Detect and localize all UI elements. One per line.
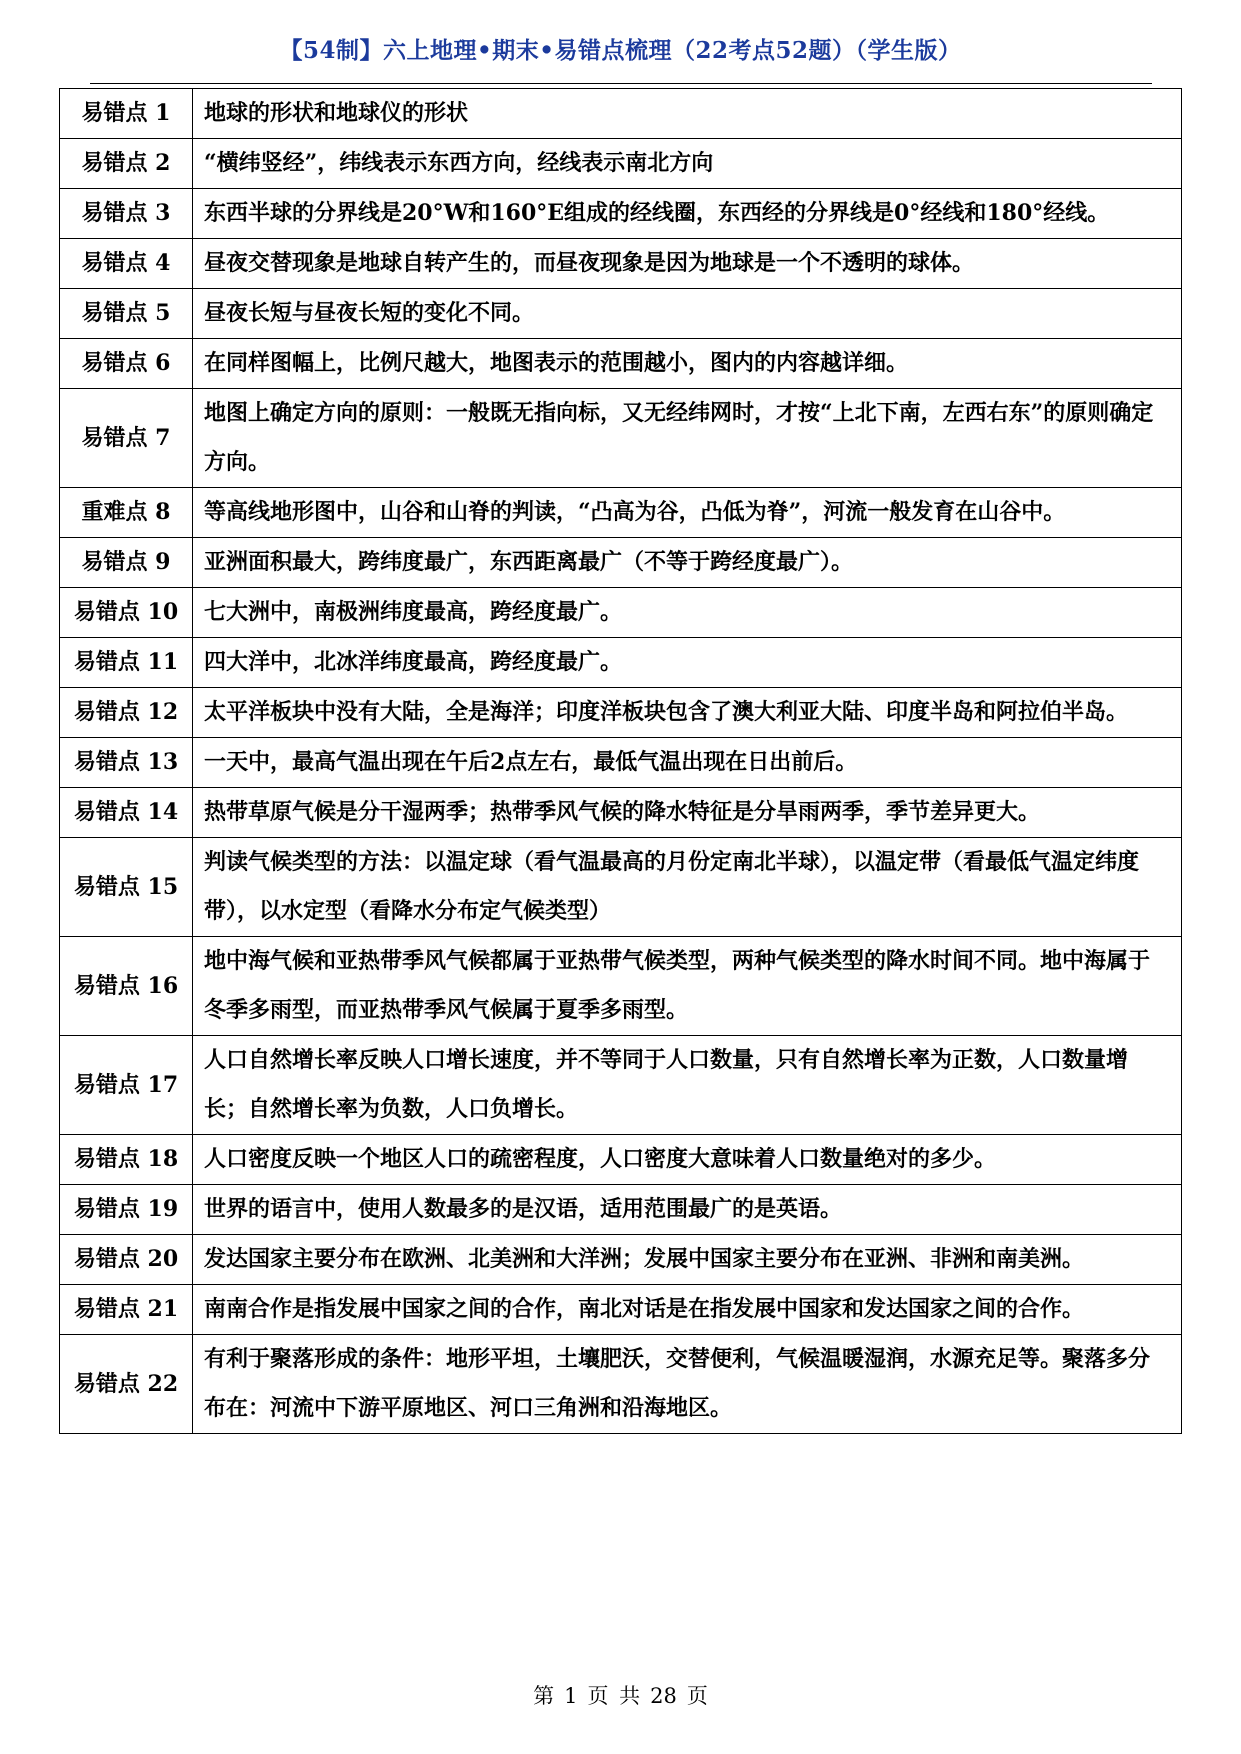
- table-row: [60, 239, 1182, 289]
- footer-prefix: 第: [533, 1684, 555, 1708]
- point-content: 昼夜交替现象是地球自转产生的，而昼夜现象是因为地球是一个不透明的球体。: [193, 239, 1182, 289]
- error-points-table: [59, 88, 1182, 1434]
- point-content: 人口自然增长率反映人口增长速度，并不等同于人口数量，只有自然增长率为正数，人口数量增长；自然增长率为负数，人口负增长。: [193, 1036, 1182, 1135]
- point-content: 等高线地形图中，山谷和山脊的判读，“凸高为谷，凸低为脊”，河流一般发育在山谷中。: [193, 488, 1182, 538]
- point-label: 易错点 16: [60, 937, 193, 1036]
- point-label: 易错点 11: [60, 638, 193, 688]
- table-row: [60, 488, 1182, 538]
- table-row: [60, 189, 1182, 239]
- point-label: 易错点 10: [60, 588, 193, 638]
- header-divider: [90, 83, 1152, 84]
- table-row: [60, 788, 1182, 838]
- point-content: 东西半球的分界线是20°W和160°E组成的经线圈，东西经的分界线是0°经线和180°经线。: [193, 189, 1182, 239]
- table-row: [60, 1235, 1182, 1285]
- point-label: 易错点 13: [60, 738, 193, 788]
- point-content: 地中海气候和亚热带季风气候都属于亚热带气候类型，两种气候类型的降水时间不同。地中海属于冬季多雨型，而亚热带季风气候属于夏季多雨型。: [193, 937, 1182, 1036]
- table-row: [60, 538, 1182, 588]
- point-content: 地球的形状和地球仪的形状: [193, 89, 1182, 139]
- table-row: [60, 1335, 1182, 1434]
- table-row: [60, 738, 1182, 788]
- point-label: 易错点 1: [60, 89, 193, 139]
- point-label: 易错点 21: [60, 1285, 193, 1335]
- point-label: 易错点 20: [60, 1235, 193, 1285]
- point-content: 在同样图幅上，比例尺越大，地图表示的范围越小，图内的内容越详细。: [193, 339, 1182, 389]
- point-content: 有利于聚落形成的条件：地形平坦，土壤肥沃，交替便利，气候温暖湿润，水源充足等。聚落多分布在：河流中下游平原地区、河口三角洲和沿海地区。: [193, 1335, 1182, 1434]
- point-content: 人口密度反映一个地区人口的疏密程度，人口密度大意味着人口数量绝对的多少。: [193, 1135, 1182, 1185]
- table-row: [60, 638, 1182, 688]
- point-content: 一天中，最高气温出现在午后2点左右，最低气温出现在日出前后。: [193, 738, 1182, 788]
- point-label: 易错点 6: [60, 339, 193, 389]
- table-row: [60, 1185, 1182, 1235]
- point-label: 易错点 5: [60, 289, 193, 339]
- point-content: 世界的语言中，使用人数最多的是汉语，适用范围最广的是英语。: [193, 1185, 1182, 1235]
- point-label: 易错点 22: [60, 1335, 193, 1434]
- point-content: 亚洲面积最大，跨纬度最广，东西距离最广（不等于跨经度最广）。: [193, 538, 1182, 588]
- table-row: [60, 1285, 1182, 1335]
- footer-total-pages: 28: [650, 1684, 677, 1708]
- point-label: 易错点 2: [60, 139, 193, 189]
- page-header-title: 【54制】六上地理•期末•易错点梳理（22考点52题）（学生版）: [279, 37, 962, 64]
- table-body: [60, 89, 1182, 1434]
- point-label: 易错点 19: [60, 1185, 193, 1235]
- table-row: [60, 588, 1182, 638]
- footer-page-number: 1: [564, 1684, 578, 1708]
- point-label: 重难点 8: [60, 488, 193, 538]
- point-content: 判读气候类型的方法：以温定球（看气温最高的月份定南北半球），以温定带（看最低气温定纬度带），以水定型（看降水分布定气候类型）: [193, 838, 1182, 937]
- table-row: [60, 339, 1182, 389]
- point-content: 七大洲中，南极洲纬度最高，跨经度最广。: [193, 588, 1182, 638]
- footer-suffix: 页: [686, 1684, 708, 1708]
- point-label: 易错点 15: [60, 838, 193, 937]
- table-row: [60, 1036, 1182, 1135]
- point-label: 易错点 9: [60, 538, 193, 588]
- point-content: 南南合作是指发展中国家之间的合作，南北对话是在指发展中国家和发达国家之间的合作。: [193, 1285, 1182, 1335]
- point-label: 易错点 12: [60, 688, 193, 738]
- point-content: 地图上确定方向的原则：一般既无指向标，又无经纬网时，才按“上北下南，左西右东”的原则确定方向。: [193, 389, 1182, 488]
- point-label: 易错点 18: [60, 1135, 193, 1185]
- point-label: 易错点 3: [60, 189, 193, 239]
- point-content: “横纬竖经”，纬线表示东西方向，经线表示南北方向: [193, 139, 1182, 189]
- point-content: 发达国家主要分布在欧洲、北美洲和大洋洲；发展中国家主要分布在亚洲、非洲和南美洲。: [193, 1235, 1182, 1285]
- table-row: [60, 1135, 1182, 1185]
- table-row: [60, 688, 1182, 738]
- table-row: [60, 89, 1182, 139]
- table-row: [60, 389, 1182, 488]
- point-content: 热带草原气候是分干湿两季；热带季风气候的降水特征是分旱雨两季，季节差异更大。: [193, 788, 1182, 838]
- footer-mid: 页 共: [587, 1684, 641, 1708]
- point-label: 易错点 14: [60, 788, 193, 838]
- point-label: 易错点 4: [60, 239, 193, 289]
- point-content: 太平洋板块中没有大陆，全是海洋；印度洋板块包含了澳大利亚大陆、印度半岛和阿拉伯半岛。: [193, 688, 1182, 738]
- table-row: [60, 139, 1182, 189]
- table-row: [60, 937, 1182, 1036]
- page-footer: [0, 1680, 1241, 1710]
- point-content: 昼夜长短与昼夜长短的变化不同。: [193, 289, 1182, 339]
- point-label: 易错点 7: [60, 389, 193, 488]
- point-content: 四大洋中，北冰洋纬度最高，跨经度最广。: [193, 638, 1182, 688]
- table-row: [60, 838, 1182, 937]
- table-row: [60, 289, 1182, 339]
- point-label: 易错点 17: [60, 1036, 193, 1135]
